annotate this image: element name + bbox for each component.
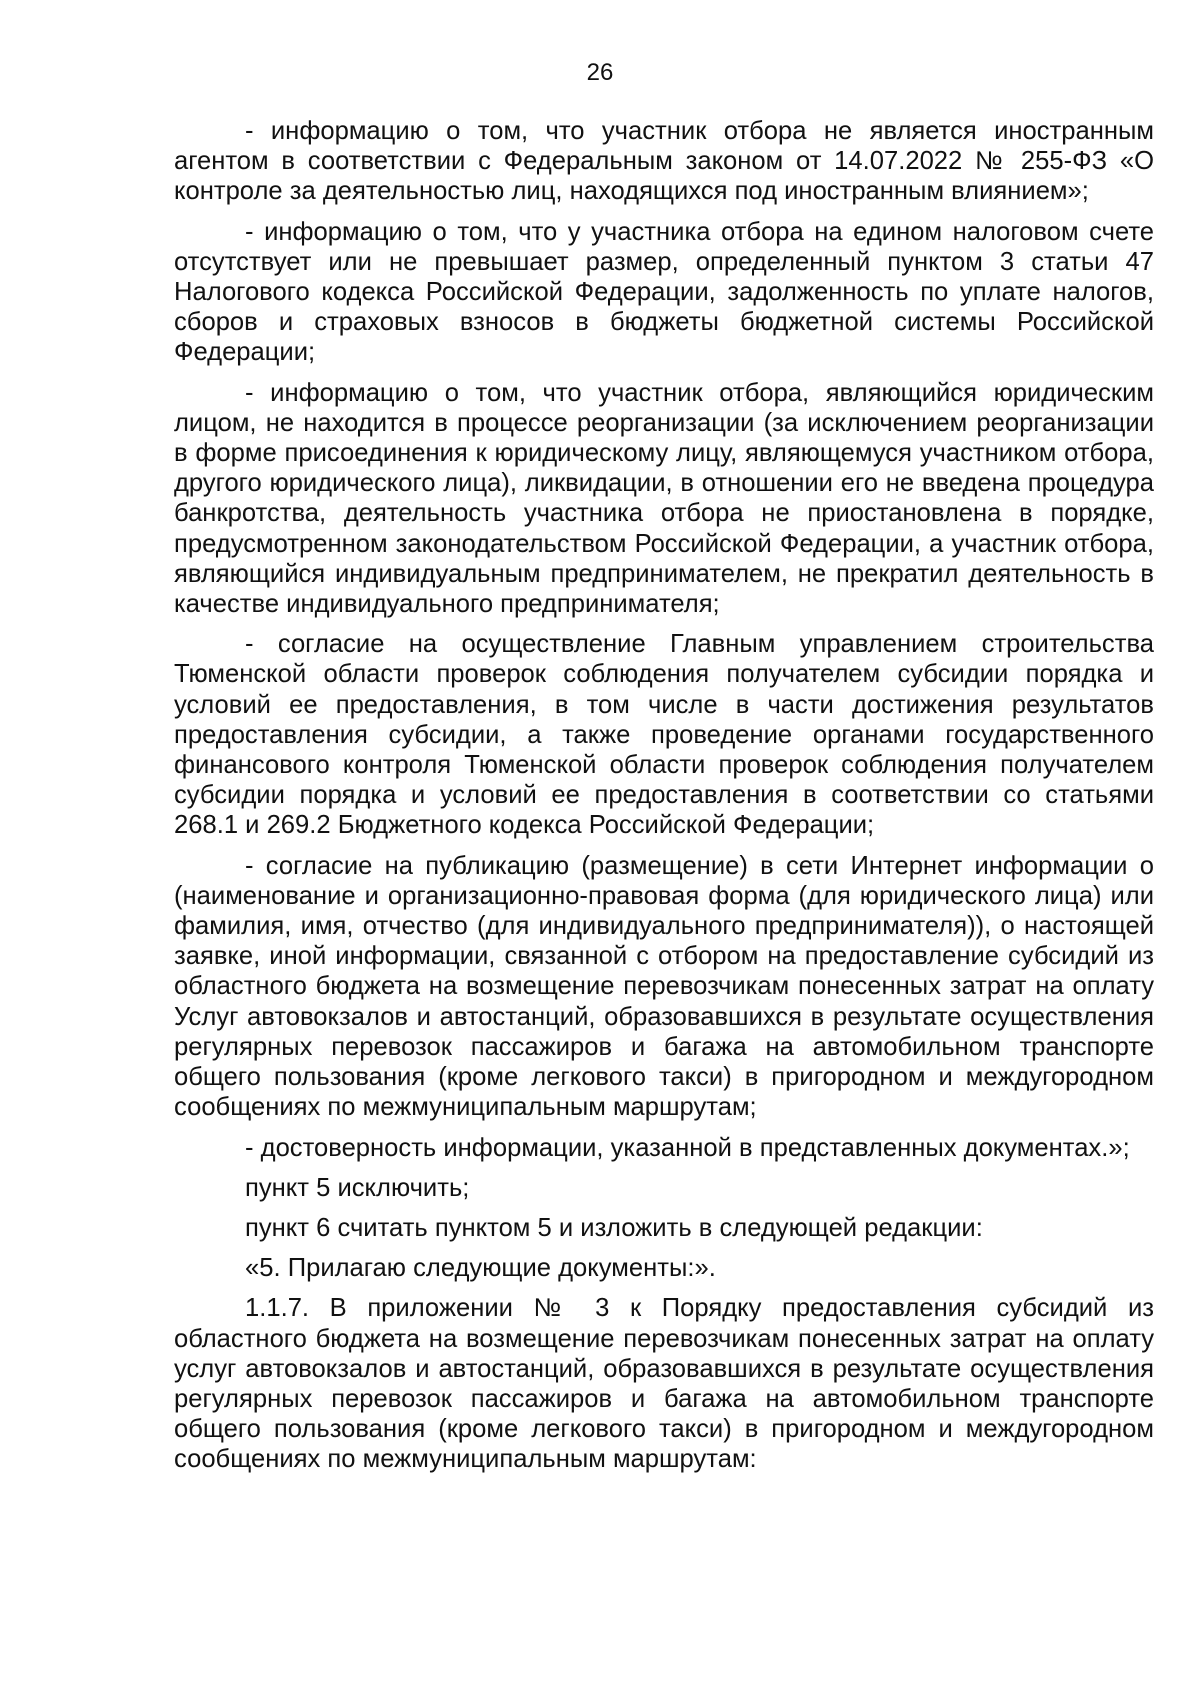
paragraph-inspection-consent: - согласие на осуществление Главным управлением строительства Тюменской области проверок соблюдения получателем субсидии порядка и условий ее предоставления, в том числе в части достижения результатов предоставления субсидии, а также проведение органами государственного финансового контроля Тюменской области проверок соблюдения получателем субсидии порядка и условий ее предоставления в соответствии со статьями 268.1 и 269.2 Бюджетного кодекса Российской Федерации; — [174, 630, 1154, 840]
paragraph-item-6-renumbered: пункт 6 считать пунктом 5 и изложить в следующей редакции: — [245, 1213, 983, 1242]
paragraph-tax-debt-info: - информацию о том, что у участника отбора на едином налоговом счете отсутствует или не превышает размер, определенный пунктом 3 статьи 47 Налогового кодекса Российской Федерации, задолженность по уплате налогов, сборов и страховых взносов в бюджеты бюджетной системы Российской Федерации; — [174, 217, 1154, 367]
paragraph-foreign-agent-info: - информацию о том, что участник отбора не является иностранным агентом в соответствии с Федеральным законом от 14.07.2022 № 255-ФЗ «О контроле за деятельностью лиц, находящихся под иностранным влиянием»; — [174, 117, 1154, 206]
paragraph-item-5-excluded: пункт 5 исключить; — [245, 1173, 470, 1202]
paragraph-attached-documents: «5. Прилагаю следующие документы:». — [245, 1254, 716, 1283]
page-number: 26 — [586, 59, 614, 86]
document-body — [174, 116, 1154, 1485]
paragraph-reliability: - достоверность информации, указанной в представленных документах.»; — [245, 1133, 1130, 1162]
paragraph-1-1-7: 1.1.7. В приложении № 3 к Порядку предоставления субсидий из областного бюджета на возмещение перевозчикам понесенных затрат на оплату услуг автовокзалов и автостанций, образовавшихся в результате осуществления регулярных перевозок пассажиров и багажа на автомобильном транспорте общего пользования (кроме легкового такси) в пригородном и междугородном сообщениях по межмуниципальным маршрутам: — [174, 1294, 1154, 1474]
paragraph-reorganization-info: - информацию о том, что участник отбора, являющийся юридическим лицом, не находится в процессе реорганизации (за исключением реорганизации в форме присоединения к юридическому лицу, являющемуся участником отбора, другого юридического лица), ликвидации, в отношении его не введена процедура банкротства, деятельность участника отбора не приостановлена в порядке, предусмотренном законодательством Российской Федерации, а участник отбора, являющийся индивидуальным предпринимателем, не прекратил деятельность в качестве индивидуального предпринимателя; — [174, 378, 1154, 619]
paragraph-publication-consent: - согласие на публикацию (размещение) в сети Интернет информации о (наименование и организационно-правовая форма (для юридического лица) или фамилия, имя, отчество (для индивидуального предпринимателя)), о настоящей заявке, иной информации, связанной с отбором на предоставление субсидий из областного бюджета на возмещение перевозчикам понесенных затрат на оплату Услуг автовокзалов и автостанций, образовавшихся в результате осуществления регулярных перевозок пассажиров и багажа на автомобильном транспорте общего пользования (кроме легкового такси) в пригородном и междугородном сообщениях по межмуниципальным маршрутам; — [174, 851, 1154, 1122]
